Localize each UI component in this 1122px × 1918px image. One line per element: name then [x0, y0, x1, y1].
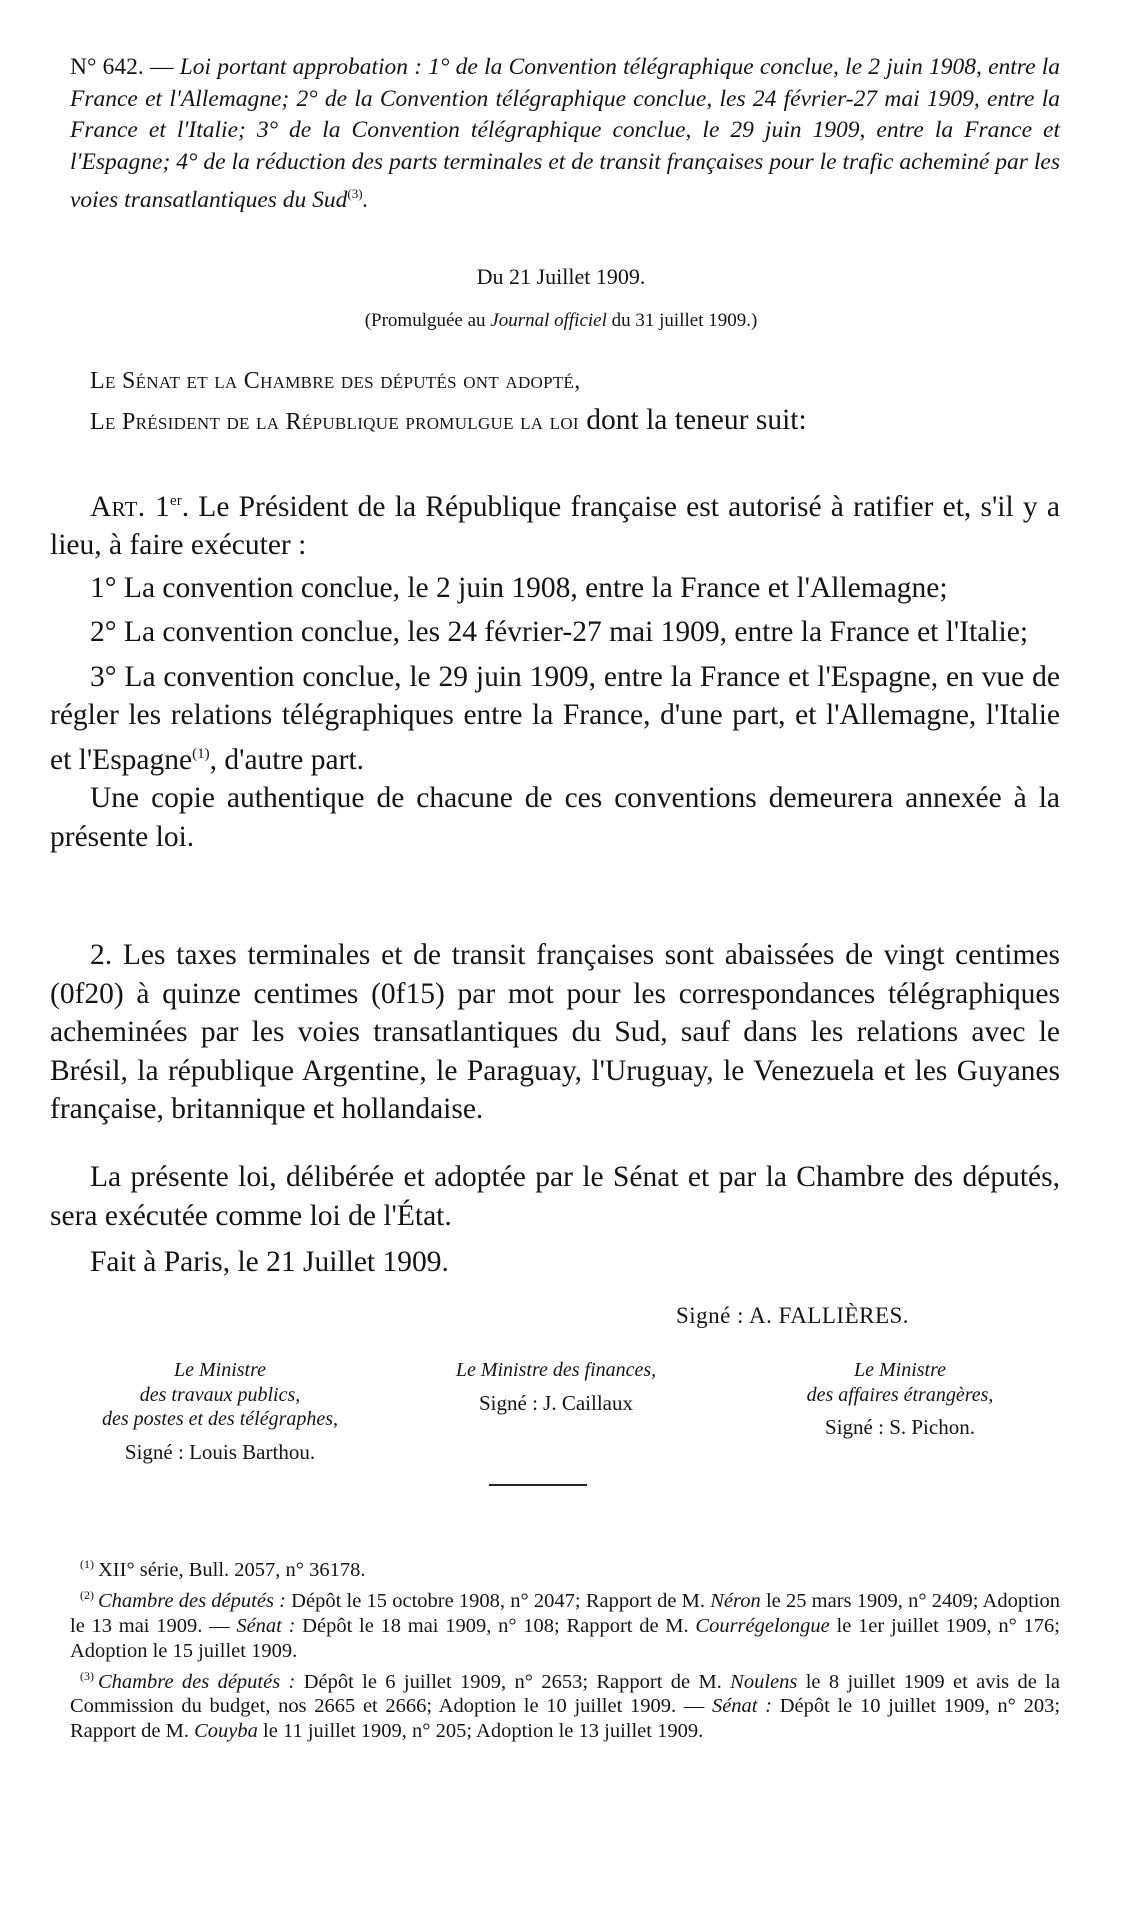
- promulgation-after: du 31 juillet 1909.): [611, 310, 758, 331]
- enacting-clause: [50, 362, 1060, 441]
- footnote-2: [70, 1583, 1060, 1664]
- closing: [50, 1158, 1060, 1282]
- minister-foreign-affairs-role-1: Le Ministre: [853, 1359, 947, 1381]
- footnote-1-text: XII° série, Bull. 2057, n° 36178.: [98, 1558, 366, 1581]
- article-1-item-3-text: 3° La convention conclue, le 29 juin 1909, entre la France et l'Espagne, en vue de régler les relations télégraphiques entre la France, d'une part, et l'Allemagne, l'Italie et l'Espagne: [50, 660, 1060, 776]
- enacting-line-2-sc: Le Président de la République promulgue la loi: [90, 408, 579, 435]
- minister-finances: [396, 1358, 716, 1415]
- article-1-copy: Une copie authentique de chacune de ces conventions demeurera annexée à la présente loi.: [50, 782, 1060, 853]
- footnote-2-name-2: Courrégelongue: [695, 1614, 830, 1637]
- journal-officiel: Journal officiel: [490, 310, 607, 331]
- footnotes: [70, 1552, 1060, 1744]
- law-title-text: Loi portant approbation : 1° de la Convention télégraphique conclue, le 2 juin 1908, entre la France et l'Allemagne; 2° de la Convention télégraphique conclue, les 24 février-27 mai 1909, entre la France et l'Italie; 3° de la Convention télégraphique conclue, le 29 juin 1909, entre la France et l'Espagne; 4° de la réduction des parts terminales et de transit françaises pour le trafic acheminé par les voies transatlantiques du Sud: [70, 54, 1061, 213]
- separator-rule: [489, 1484, 587, 1486]
- promulgation-before: (Promulguée au: [364, 310, 486, 331]
- footnote-2-mark: (2): [80, 1587, 94, 1602]
- footnote-2-text-3: Dépôt le 18 mai 1909, n° 108; Rapport de M.: [295, 1614, 696, 1637]
- footnote-2-name-1: Néron: [710, 1589, 761, 1612]
- footnote-3-senate: Sénat :: [711, 1695, 773, 1718]
- law-title: N° 642. — Loi portant approbation : 1° de la Convention télégraphique conclue, le 2 juin 1908, entre la France et l'Allemagne; 2° de la Convention télégraphique conclue, les 24 février-27 mai 1909, entre la France et l'Italie; 3° de la Convention télégraphique conclue, le 29 juin 1909, entre la France et l'Espagne; 4° de la réduction des parts terminales et de transit françaises pour le trafic acheminé par les voies transatlantiques du Sud$^{(3)}$.: [70, 54, 1061, 213]
- footnote-3-mark: (3): [80, 1668, 94, 1683]
- footnote-3-text-1: Dépôt le 6 juillet 1909, n° 2653; Rapport de M.: [295, 1670, 731, 1693]
- footnote-3-text-2: le 8 juillet 1909 et avis de la Commission du budget, nos 2665 et 2666; Adoption le 10 juillet 1909. —: [70, 1670, 1060, 1718]
- footnote-3: [70, 1664, 1060, 1745]
- law-title-footnote-ref[interactable]: (3): [347, 186, 363, 201]
- article-1-intro: [50, 482, 1060, 565]
- footnote-3-chamber: Chambre des députés :: [98, 1670, 296, 1693]
- article-1-item-3-end: , d'autre part.: [209, 743, 365, 776]
- article-1: [50, 482, 1060, 856]
- footnote-3-text-4: le 11 juillet 1909, n° 205; Adoption le 13 juillet 1909.: [257, 1720, 704, 1743]
- law-number: N° 642. —: [70, 54, 174, 80]
- article-2-text: 2. Les taxes terminales et de transit françaises sont abaissées de vingt centimes (0f20) à quinze centimes (0f15) par mot pour les correspondances télégraphiques acheminées par les voies transatlantiques du Sud, sauf dans les relations avec le Brésil, la république Argentine, le Paraguay, l'Uruguay, le Venezuela et les Guyanes française, britannique et hollandaise.: [50, 939, 1060, 1125]
- minister-public-works-role-2: des travaux publics,: [139, 1383, 301, 1406]
- president-signature: Signé : A. FALLIÈRES.: [676, 1303, 910, 1328]
- footnote-2-text-4: le 1er juillet 1909, n° 176; Adoption le 15 juillet 1909.: [70, 1614, 1060, 1662]
- minister-foreign-affairs-signature: Signé : S. Pichon.: [825, 1415, 975, 1439]
- execution-clause: La présente loi, délibérée et adoptée par le Sénat et par la Chambre des députés, sera exécutée comme loi de l'État.: [50, 1161, 1060, 1232]
- article-1-item-3-ref[interactable]: (1): [192, 745, 210, 762]
- footnote-2-text-1: Dépôt le 15 octobre 1908, n° 2047; Rapport de M.: [285, 1589, 711, 1612]
- article-1-label-sup: er: [170, 493, 182, 509]
- footnote-3-name-2: Couyba: [194, 1720, 258, 1743]
- article-1-item-1: 1° La convention conclue, le 2 juin 1908, entre la France et l'Allemagne;: [90, 571, 948, 604]
- article-1-label: Art. 1: [90, 490, 171, 523]
- article-1-item-3: [50, 658, 1060, 779]
- minister-foreign-affairs-role-2: des affaires étrangères,: [806, 1383, 994, 1406]
- article-1-item-2: 2° La convention conclue, les 24 février-27 mai 1909, entre la France et l'Italie;: [90, 616, 1029, 649]
- minister-foreign-affairs: [740, 1358, 1060, 1440]
- footnote-3-text-3: Dépôt le 10 juillet 1909, n° 203; Rapport de M.: [70, 1695, 1061, 1743]
- minister-finances-role: Le Ministre des finances,: [455, 1359, 657, 1381]
- footnote-2-chamber: Chambre des députés :: [98, 1589, 286, 1612]
- minister-finances-signature: Signé : J. Caillaux: [479, 1390, 633, 1415]
- promulgation-note: [0, 310, 1122, 332]
- law-date: Du 21 Juillet 1909.: [476, 264, 646, 289]
- enacting-line-1: Le Sénat et la Chambre des députés ont adopté,: [90, 368, 581, 394]
- enacting-line-2: [50, 401, 1060, 442]
- minister-public-works-signature: Signé : Louis Barthou.: [124, 1439, 316, 1464]
- minister-public-works-role-3: des postes et des télégraphes,: [101, 1408, 339, 1430]
- minister-public-works-role-1: Le Ministre: [173, 1359, 267, 1381]
- minister-public-works: [60, 1358, 380, 1464]
- article-1-intro-text: . Le Président de la République française est autorisé à ratifier et, s'il y a lieu, à faire exécuter :: [50, 490, 1060, 562]
- footnote-2-text-2: le 25 mars 1909, n° 2409; Adoption le 13 mai 1909. —: [70, 1589, 1060, 1637]
- enacting-line-2-rest: dont la teneur suit:: [586, 403, 807, 436]
- article-2: [50, 936, 1060, 1129]
- footnote-1-mark: (1): [80, 1557, 94, 1571]
- footnote-2-senate: Sénat :: [236, 1614, 296, 1637]
- done-at-paris: Fait à Paris, le 21 Juillet 1909.: [90, 1246, 449, 1278]
- footnote-1: [70, 1552, 1060, 1583]
- footnote-3-name-1: Noulens: [730, 1670, 798, 1693]
